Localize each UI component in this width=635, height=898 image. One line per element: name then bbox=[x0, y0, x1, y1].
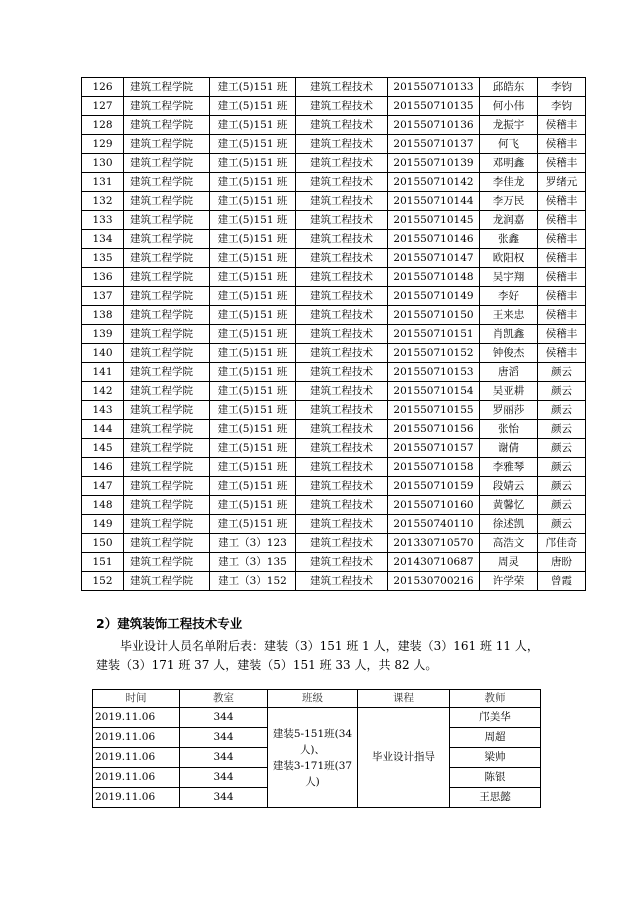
major: 建筑工程技术 bbox=[296, 211, 388, 230]
major: 建筑工程技术 bbox=[296, 534, 388, 553]
schedule-table bbox=[92, 689, 541, 808]
major: 建筑工程技术 bbox=[296, 97, 388, 116]
major: 建筑工程技术 bbox=[296, 249, 388, 268]
schedule-header-row bbox=[93, 690, 541, 708]
student-name: 李好 bbox=[480, 287, 538, 306]
student-id: 201550740110 bbox=[388, 515, 480, 534]
table-row bbox=[82, 420, 586, 439]
table-row bbox=[82, 97, 586, 116]
college: 建筑工程学院 bbox=[124, 534, 210, 553]
major: 建筑工程技术 bbox=[296, 325, 388, 344]
table-row bbox=[82, 211, 586, 230]
student-id: 201550710142 bbox=[388, 173, 480, 192]
class: 建工(5)151 班 bbox=[210, 420, 296, 439]
supervisor: 侯稽丰 bbox=[538, 135, 586, 154]
class: 建工(5)151 班 bbox=[210, 268, 296, 287]
college: 建筑工程学院 bbox=[124, 116, 210, 135]
student-name: 何小伟 bbox=[480, 97, 538, 116]
class: 建工(5)151 班 bbox=[210, 496, 296, 515]
table-row bbox=[82, 287, 586, 306]
student-name: 龙振宇 bbox=[480, 116, 538, 135]
supervisor: 颜云 bbox=[538, 458, 586, 477]
row-number: 143 bbox=[82, 401, 124, 420]
major: 建筑工程技术 bbox=[296, 420, 388, 439]
student-list-body bbox=[82, 78, 586, 591]
major: 建筑工程技术 bbox=[296, 192, 388, 211]
class: 建工(5)151 班 bbox=[210, 344, 296, 363]
section-description-line-1: 毕业设计人员名单附后表：建装（3）151 班 1 人，建装（3）161 班 11 人， bbox=[120, 639, 539, 653]
table-row bbox=[82, 553, 586, 572]
major: 建筑工程技术 bbox=[296, 458, 388, 477]
table-row bbox=[82, 534, 586, 553]
college: 建筑工程学院 bbox=[124, 477, 210, 496]
table-row bbox=[82, 344, 586, 363]
schedule-teacher: 王思懿 bbox=[450, 788, 541, 808]
major: 建筑工程技术 bbox=[296, 363, 388, 382]
major: 建筑工程技术 bbox=[296, 135, 388, 154]
student-name: 肖凯鑫 bbox=[480, 325, 538, 344]
schedule-room: 344 bbox=[180, 748, 268, 768]
supervisor: 颜云 bbox=[538, 420, 586, 439]
student-name: 邱皓东 bbox=[480, 78, 538, 97]
student-name: 段婧云 bbox=[480, 477, 538, 496]
major: 建筑工程技术 bbox=[296, 477, 388, 496]
table-row bbox=[82, 116, 586, 135]
section-title: 2）建筑装饰工程技术专业 bbox=[96, 616, 243, 631]
major: 建筑工程技术 bbox=[296, 306, 388, 325]
table-row bbox=[82, 230, 586, 249]
student-name: 吴亚耕 bbox=[480, 382, 538, 401]
student-name: 唐滔 bbox=[480, 363, 538, 382]
row-number: 126 bbox=[82, 78, 124, 97]
section-description-line-2: 建装（3）171 班 37 人，建装（5）151 班 33 人，共 82 人。 bbox=[96, 658, 438, 672]
table-row bbox=[82, 325, 586, 344]
schedule-room: 344 bbox=[180, 708, 268, 728]
row-number: 127 bbox=[82, 97, 124, 116]
college: 建筑工程学院 bbox=[124, 249, 210, 268]
supervisor: 颜云 bbox=[538, 477, 586, 496]
student-id: 201550710156 bbox=[388, 420, 480, 439]
college: 建筑工程学院 bbox=[124, 325, 210, 344]
college: 建筑工程学院 bbox=[124, 287, 210, 306]
row-number: 145 bbox=[82, 439, 124, 458]
student-name: 徐述凯 bbox=[480, 515, 538, 534]
class: 建工(5)151 班 bbox=[210, 287, 296, 306]
class: 建工（3）152 bbox=[210, 572, 296, 591]
student-id: 201550710158 bbox=[388, 458, 480, 477]
student-id: 201550710145 bbox=[388, 211, 480, 230]
college: 建筑工程学院 bbox=[124, 401, 210, 420]
supervisor: 侯稽丰 bbox=[538, 325, 586, 344]
row-number: 135 bbox=[82, 249, 124, 268]
college: 建筑工程学院 bbox=[124, 78, 210, 97]
row-number: 136 bbox=[82, 268, 124, 287]
schedule-room: 344 bbox=[180, 728, 268, 748]
student-id: 201330710570 bbox=[388, 534, 480, 553]
schedule-teacher: 邝美华 bbox=[450, 708, 541, 728]
schedule-teacher: 梁帅 bbox=[450, 748, 541, 768]
class: 建工(5)151 班 bbox=[210, 401, 296, 420]
supervisor: 侯稽丰 bbox=[538, 154, 586, 173]
table-row bbox=[82, 306, 586, 325]
supervisor: 侯稽丰 bbox=[538, 116, 586, 135]
student-name: 邓明鑫 bbox=[480, 154, 538, 173]
student-id: 201550710149 bbox=[388, 287, 480, 306]
college: 建筑工程学院 bbox=[124, 154, 210, 173]
header-course: 课程 bbox=[358, 690, 450, 708]
college: 建筑工程学院 bbox=[124, 515, 210, 534]
header-teacher: 教师 bbox=[450, 690, 541, 708]
row-number: 144 bbox=[82, 420, 124, 439]
schedule-room: 344 bbox=[180, 768, 268, 788]
student-name: 李雅琴 bbox=[480, 458, 538, 477]
supervisor: 侯稽丰 bbox=[538, 268, 586, 287]
student-id: 201550710159 bbox=[388, 477, 480, 496]
row-number: 128 bbox=[82, 116, 124, 135]
table-row bbox=[82, 78, 586, 97]
college: 建筑工程学院 bbox=[124, 458, 210, 477]
student-id: 201550710150 bbox=[388, 306, 480, 325]
major: 建筑工程技术 bbox=[296, 173, 388, 192]
row-number: 139 bbox=[82, 325, 124, 344]
table-row bbox=[82, 363, 586, 382]
major: 建筑工程技术 bbox=[296, 287, 388, 306]
schedule-date: 2019.11.06 bbox=[93, 768, 180, 788]
schedule-date: 2019.11.06 bbox=[93, 708, 180, 728]
student-name: 王来忠 bbox=[480, 306, 538, 325]
class: 建工（3）135 bbox=[210, 553, 296, 572]
college: 建筑工程学院 bbox=[124, 306, 210, 325]
class: 建工(5)151 班 bbox=[210, 306, 296, 325]
major: 建筑工程技术 bbox=[296, 439, 388, 458]
major: 建筑工程技术 bbox=[296, 553, 388, 572]
major: 建筑工程技术 bbox=[296, 572, 388, 591]
college: 建筑工程学院 bbox=[124, 553, 210, 572]
header-class: 班级 bbox=[268, 690, 358, 708]
table-row bbox=[82, 439, 586, 458]
supervisor: 罗绪元 bbox=[538, 173, 586, 192]
student-id: 201550710155 bbox=[388, 401, 480, 420]
college: 建筑工程学院 bbox=[124, 496, 210, 515]
class: 建工（3）123 bbox=[210, 534, 296, 553]
schedule-date: 2019.11.06 bbox=[93, 748, 180, 768]
major: 建筑工程技术 bbox=[296, 382, 388, 401]
student-id: 201550710136 bbox=[388, 116, 480, 135]
supervisor: 侯稽丰 bbox=[538, 287, 586, 306]
major: 建筑工程技术 bbox=[296, 230, 388, 249]
schedule-room: 344 bbox=[180, 788, 268, 808]
supervisor: 邝佳奇 bbox=[538, 534, 586, 553]
class: 建工(5)151 班 bbox=[210, 211, 296, 230]
major: 建筑工程技术 bbox=[296, 496, 388, 515]
table-row bbox=[82, 496, 586, 515]
student-id: 201550710153 bbox=[388, 363, 480, 382]
supervisor: 李钧 bbox=[538, 97, 586, 116]
row-number: 152 bbox=[82, 572, 124, 591]
student-name: 李万民 bbox=[480, 192, 538, 211]
supervisor: 颜云 bbox=[538, 439, 586, 458]
row-number: 137 bbox=[82, 287, 124, 306]
class: 建工(5)151 班 bbox=[210, 439, 296, 458]
class: 建工(5)151 班 bbox=[210, 97, 296, 116]
class: 建工(5)151 班 bbox=[210, 249, 296, 268]
row-number: 140 bbox=[82, 344, 124, 363]
student-name: 钟俊杰 bbox=[480, 344, 538, 363]
supervisor: 李钧 bbox=[538, 78, 586, 97]
student-id: 201550710151 bbox=[388, 325, 480, 344]
student-name: 张怡 bbox=[480, 420, 538, 439]
student-id: 201550710157 bbox=[388, 439, 480, 458]
student-name: 欧阳权 bbox=[480, 249, 538, 268]
row-number: 129 bbox=[82, 135, 124, 154]
table-row bbox=[82, 515, 586, 534]
row-number: 141 bbox=[82, 363, 124, 382]
schedule-row bbox=[93, 708, 541, 728]
table-row bbox=[82, 173, 586, 192]
student-name: 黄馨忆 bbox=[480, 496, 538, 515]
class-line-1: 建装5-151班(34人)、 bbox=[272, 727, 353, 756]
supervisor: 侯稽丰 bbox=[538, 306, 586, 325]
student-name: 何飞 bbox=[480, 135, 538, 154]
class: 建工(5)151 班 bbox=[210, 116, 296, 135]
major: 建筑工程技术 bbox=[296, 116, 388, 135]
student-name: 周灵 bbox=[480, 553, 538, 572]
college: 建筑工程学院 bbox=[124, 97, 210, 116]
class: 建工(5)151 班 bbox=[210, 515, 296, 534]
college: 建筑工程学院 bbox=[124, 382, 210, 401]
college: 建筑工程学院 bbox=[124, 192, 210, 211]
major: 建筑工程技术 bbox=[296, 154, 388, 173]
row-number: 147 bbox=[82, 477, 124, 496]
header-classroom: 教室 bbox=[180, 690, 268, 708]
table-row bbox=[82, 154, 586, 173]
student-id: 201550710139 bbox=[388, 154, 480, 173]
supervisor: 唐盼 bbox=[538, 553, 586, 572]
schedule-date: 2019.11.06 bbox=[93, 788, 180, 808]
row-number: 131 bbox=[82, 173, 124, 192]
college: 建筑工程学院 bbox=[124, 420, 210, 439]
supervisor: 侯稽丰 bbox=[538, 211, 586, 230]
schedule-teacher: 陈银 bbox=[450, 768, 541, 788]
supervisor: 颜云 bbox=[538, 515, 586, 534]
major: 建筑工程技术 bbox=[296, 78, 388, 97]
supervisor: 侯稽丰 bbox=[538, 344, 586, 363]
student-name: 谢倩 bbox=[480, 439, 538, 458]
supervisor: 颜云 bbox=[538, 496, 586, 515]
row-number: 130 bbox=[82, 154, 124, 173]
table-row bbox=[82, 192, 586, 211]
class: 建工(5)151 班 bbox=[210, 477, 296, 496]
class: 建工(5)151 班 bbox=[210, 78, 296, 97]
college: 建筑工程学院 bbox=[124, 363, 210, 382]
class: 建工(5)151 班 bbox=[210, 230, 296, 249]
student-name: 龙润嘉 bbox=[480, 211, 538, 230]
schedule-class-cell bbox=[268, 708, 358, 808]
major: 建筑工程技术 bbox=[296, 344, 388, 363]
supervisor: 侯稽丰 bbox=[538, 230, 586, 249]
student-id: 201550710137 bbox=[388, 135, 480, 154]
student-id: 201430710687 bbox=[388, 553, 480, 572]
row-number: 134 bbox=[82, 230, 124, 249]
class: 建工(5)151 班 bbox=[210, 173, 296, 192]
supervisor: 颜云 bbox=[538, 401, 586, 420]
table-row bbox=[82, 477, 586, 496]
student-id: 201530700216 bbox=[388, 572, 480, 591]
class: 建工(5)151 班 bbox=[210, 192, 296, 211]
row-number: 142 bbox=[82, 382, 124, 401]
class: 建工(5)151 班 bbox=[210, 135, 296, 154]
student-id: 201550710144 bbox=[388, 192, 480, 211]
student-id: 201550710146 bbox=[388, 230, 480, 249]
student-name: 张鑫 bbox=[480, 230, 538, 249]
row-number: 138 bbox=[82, 306, 124, 325]
student-id: 201550710154 bbox=[388, 382, 480, 401]
class: 建工(5)151 班 bbox=[210, 325, 296, 344]
major: 建筑工程技术 bbox=[296, 515, 388, 534]
college: 建筑工程学院 bbox=[124, 439, 210, 458]
row-number: 149 bbox=[82, 515, 124, 534]
student-id: 201550710152 bbox=[388, 344, 480, 363]
supervisor: 颜云 bbox=[538, 382, 586, 401]
table-row bbox=[82, 249, 586, 268]
student-name: 高浩文 bbox=[480, 534, 538, 553]
row-number: 146 bbox=[82, 458, 124, 477]
class-line-2: 建装3-171班(37人) bbox=[272, 759, 353, 788]
college: 建筑工程学院 bbox=[124, 572, 210, 591]
row-number: 148 bbox=[82, 496, 124, 515]
header-time: 时间 bbox=[93, 690, 180, 708]
student-id: 201550710133 bbox=[388, 78, 480, 97]
class: 建工(5)151 班 bbox=[210, 382, 296, 401]
table-row bbox=[82, 572, 586, 591]
schedule-date: 2019.11.06 bbox=[93, 728, 180, 748]
student-name: 许学荣 bbox=[480, 572, 538, 591]
college: 建筑工程学院 bbox=[124, 344, 210, 363]
row-number: 133 bbox=[82, 211, 124, 230]
table-row bbox=[82, 382, 586, 401]
college: 建筑工程学院 bbox=[124, 230, 210, 249]
student-list-table bbox=[81, 77, 586, 591]
college: 建筑工程学院 bbox=[124, 268, 210, 287]
supervisor: 曾霞 bbox=[538, 572, 586, 591]
row-number: 150 bbox=[82, 534, 124, 553]
schedule-teacher: 周超 bbox=[450, 728, 541, 748]
class: 建工(5)151 班 bbox=[210, 458, 296, 477]
student-name: 吴宇翔 bbox=[480, 268, 538, 287]
student-id: 201550710147 bbox=[388, 249, 480, 268]
student-id: 201550710135 bbox=[388, 97, 480, 116]
major: 建筑工程技术 bbox=[296, 268, 388, 287]
supervisor: 侯稽丰 bbox=[538, 192, 586, 211]
class: 建工(5)151 班 bbox=[210, 154, 296, 173]
college: 建筑工程学院 bbox=[124, 211, 210, 230]
class: 建工(5)151 班 bbox=[210, 363, 296, 382]
row-number: 151 bbox=[82, 553, 124, 572]
table-row bbox=[82, 458, 586, 477]
supervisor: 侯稽丰 bbox=[538, 249, 586, 268]
college: 建筑工程学院 bbox=[124, 135, 210, 154]
major: 建筑工程技术 bbox=[296, 401, 388, 420]
table-row bbox=[82, 401, 586, 420]
schedule-course: 毕业设计指导 bbox=[358, 708, 450, 808]
table-row bbox=[82, 268, 586, 287]
supervisor: 颜云 bbox=[538, 363, 586, 382]
college: 建筑工程学院 bbox=[124, 173, 210, 192]
table-row bbox=[82, 135, 586, 154]
student-id: 201550710160 bbox=[388, 496, 480, 515]
student-id: 201550710148 bbox=[388, 268, 480, 287]
student-name: 李佳龙 bbox=[480, 173, 538, 192]
row-number: 132 bbox=[82, 192, 124, 211]
student-name: 罗丽莎 bbox=[480, 401, 538, 420]
